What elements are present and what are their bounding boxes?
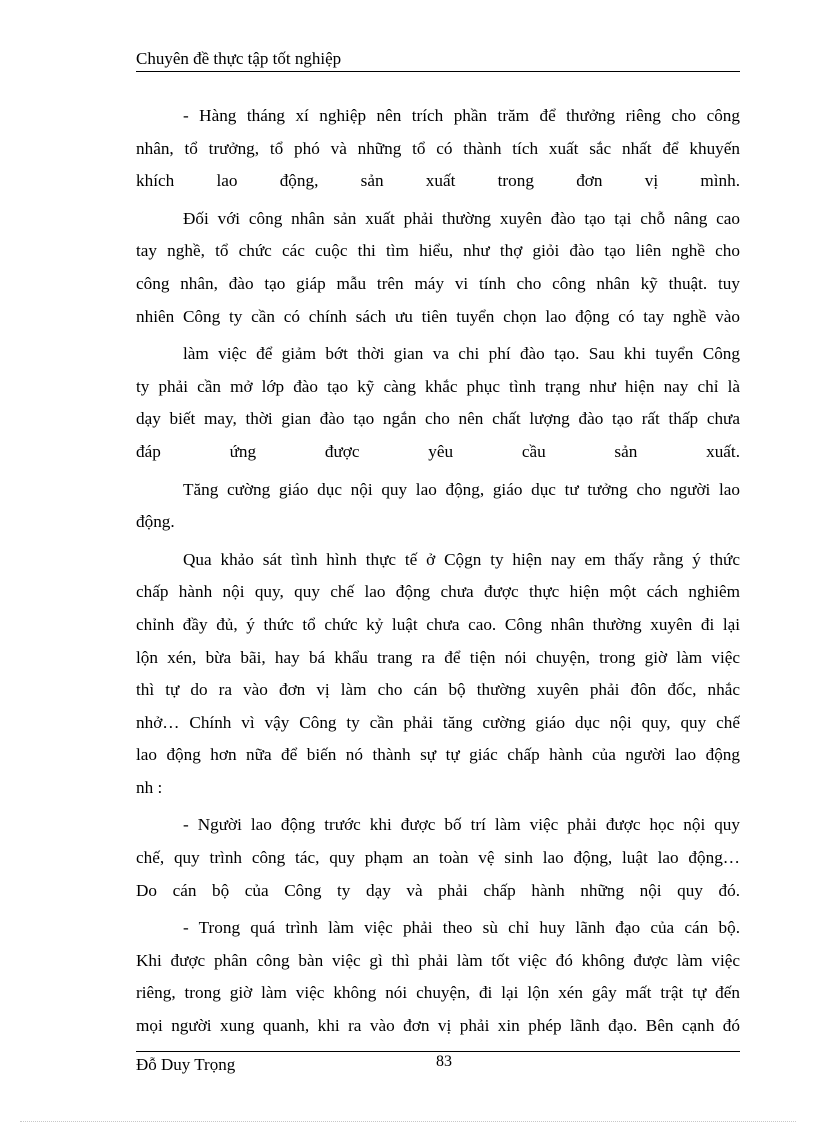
text-line: - Trong quá trình làm việc phải theo sù chỉ huy lãnh đạo của cán bộ. bbox=[183, 918, 740, 938]
running-header: Chuyên đề thực tập tốt nghiệp bbox=[136, 48, 740, 72]
text-line: dạy biết may, thời gian đào tạo ngắn cho nên chất lượng đào tạo rất thấp chưa bbox=[136, 409, 740, 429]
text-line: - Người lao động trước khi được bố trí làm việc phải được học nội quy bbox=[183, 815, 740, 835]
text-line: chế, quy trình công tác, quy phạm an toàn vệ sinh lao động, luật lao động… bbox=[136, 848, 740, 868]
text-line: lao động hơn nữa để biến nó thành sự tự giác chấp hành của người lao động bbox=[136, 745, 740, 765]
text-line: công nhân, đào tạo giáp mẫu trên máy vi tính cho công nhân kỹ thuật. tuy bbox=[136, 273, 740, 293]
footer-author: Đỗ Duy Trọng bbox=[136, 1055, 236, 1074]
text-line: khích lao động, sản xuất trong đơn vị mình. bbox=[136, 171, 740, 191]
page-number: 83 bbox=[436, 1053, 452, 1070]
text-line: tay nghề, tổ chức các cuộc thi tìm hiểu, như thợ giỏi đào tạo liên nghề cho bbox=[136, 241, 740, 261]
text-line: làm việc để giảm bớt thời gian va chi phí đào tạo. Sau khi tuyển Công bbox=[183, 344, 740, 364]
text-line: Do cán bộ của Công ty dạy và phải chấp hành những nội quy đó. bbox=[136, 880, 740, 900]
text-line: riêng, trong giờ làm việc không nói chuyện, đi lại lộn xén gây mất trật tự đến bbox=[136, 983, 740, 1003]
text-line: Qua khảo sát tình hình thực tế ở Cộgn ty hiện nay em thấy rằng ý thức bbox=[183, 549, 740, 569]
text-line: Khi được phân công bàn việc gì thì phải làm tốt việc đó không được làm việc bbox=[136, 950, 740, 970]
text-line: mọi người xung quanh, khi ra vào đơn vị phải xin phép lãnh đạo. Bên cạnh đó bbox=[136, 1016, 740, 1036]
text-line: thì tự do ra vào đơn vị làm cho cán bộ thường xuyên phải đôn đốc, nhắc bbox=[136, 680, 740, 700]
text-line: nh : bbox=[136, 777, 163, 797]
text-line: Đối với công nhân sản xuất phải thường xuyên đào tạo tại chỗ nâng cao bbox=[183, 208, 740, 228]
text-line: nhân, tổ trưởng, tổ phó và những tổ có thành tích xuất sắc nhất để khuyến bbox=[136, 138, 740, 158]
text-line: Tăng cường giáo dục nội quy lao động, giáo dục tư tưởng cho người lao bbox=[183, 479, 740, 499]
text-line: nhở… Chính vì vậy Công ty cần phải tăng cường giáo dục nội quy, quy chế bbox=[136, 712, 740, 732]
text-line: ty phải cần mở lớp đào tạo kỹ càng khắc phục tình trạng như hiện nay chỉ là bbox=[136, 376, 740, 396]
text-line: động. bbox=[136, 512, 175, 532]
text-line: chấp hành nội quy, quy chế lao động chưa được thực hiện một cách nghiêm bbox=[136, 582, 740, 602]
text-line: chỉnh đầy đủ, ý thức tổ chức kỷ luật chưa cao. Công nhân thường xuyên đi lại bbox=[136, 614, 740, 634]
text-line: nhiên Công ty cần có chính sách ưu tiên tuyển chọn lao động có tay nghề vào bbox=[136, 306, 740, 326]
text-line: đáp ứng được yêu cầu sản xuất. bbox=[136, 441, 740, 461]
page-edge-divider bbox=[20, 1121, 796, 1122]
text-line: lộn xén, bừa bãi, hay bá khẩu trang ra để tiện nói chuyện, trong giờ làm việc bbox=[136, 647, 740, 667]
body-text bbox=[136, 100, 740, 1043]
text-line: - Hàng tháng xí nghiệp nên trích phần trăm để thưởng riêng cho công bbox=[183, 106, 740, 125]
